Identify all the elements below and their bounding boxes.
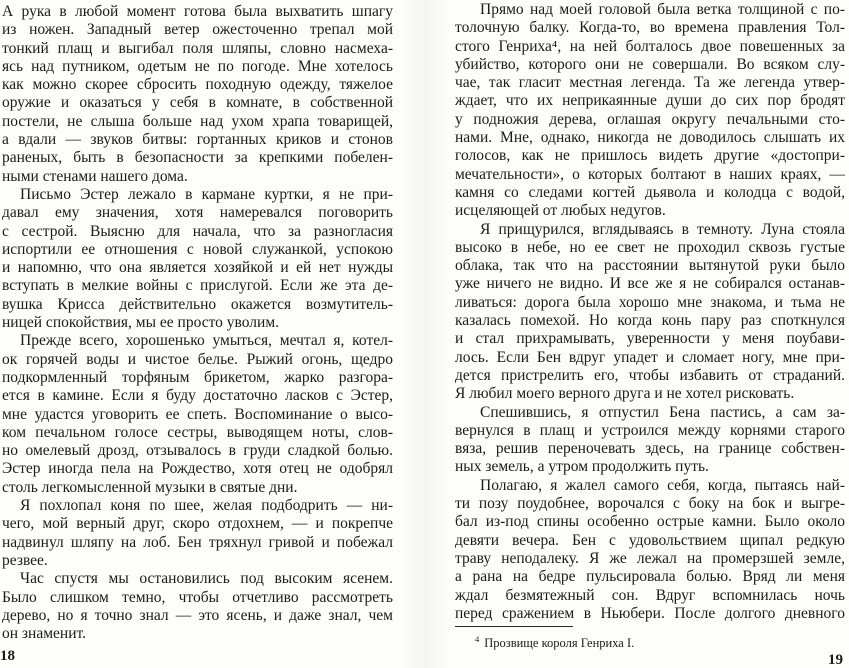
text-line: Я похлопал коня по шее, желая подбодрить — ни- bbox=[20, 497, 393, 515]
text-line: и стал прихрамывать, уверенности у меня поубави- bbox=[455, 330, 845, 348]
text-line: Полагаю, я жалел самого себя, когда, пытаясь най- bbox=[480, 476, 845, 494]
paragraph bbox=[2, 332, 393, 497]
text-line: ницей спокойствия, мы ее просто уволим. bbox=[2, 314, 280, 332]
text-line: Было слишком темно, чтобы отчетливо рассмотреть bbox=[2, 588, 393, 606]
text-line: стого Генриха⁴, на ней болталось двое повешенных за bbox=[455, 37, 845, 55]
text-line: Прямо над моей головой была ветка толщиной с по- bbox=[480, 1, 845, 18]
text-line: перед сражением в Ньюбери. После долгого дневного bbox=[455, 604, 845, 622]
text-line: Прежде всего, хорошенько умыться, мечтал я, котел- bbox=[20, 332, 393, 350]
text-line: уже ничего не видно. И все же я не собирался останав- bbox=[455, 275, 845, 293]
footnote-separator bbox=[455, 626, 573, 627]
text-line: облака, так что на расстоянии вытянутой руки было bbox=[455, 257, 845, 275]
text-line: из ножен. Западный ветер ожесточенно трепал мой bbox=[2, 21, 393, 39]
text-line: вернулся в плащ и устроился между корнями старого bbox=[455, 421, 845, 439]
text-line: дется пристрелить его, чтобы избавить от страданий. bbox=[455, 366, 845, 384]
text-line: Эстер иногда пела на Рождество, хотя отец не одобрял bbox=[2, 460, 393, 478]
text-line: столь легкомысленной музыки в святые дни. bbox=[2, 478, 298, 496]
text-line: резвее. bbox=[2, 551, 48, 569]
text-line: а рана на бедре пульсировала болью. Вряд ли меня bbox=[455, 568, 845, 586]
text-line: А рука в любой момент готова была выхватить шпагу bbox=[2, 3, 393, 20]
text-line: ждает, что их неприкаянные души до сих пор бродят bbox=[455, 92, 845, 110]
text-line: Письмо Эстер лежало в кармане куртки, я не при- bbox=[20, 185, 393, 203]
text-line: давал ему значения, хотя намеревался поговорить bbox=[2, 204, 393, 222]
text-line: испортили ее отношения с новой служанкой, успокою bbox=[2, 240, 393, 258]
page-number-left: 18 bbox=[0, 648, 15, 664]
text-line: раненых, быть в безопасности за крепкими побелен- bbox=[2, 149, 393, 167]
footnote bbox=[475, 632, 634, 651]
text-line: лось. Если Бен вдруг упадет и сломает ногу, мне при- bbox=[455, 348, 845, 366]
text-line: ясь над путником, одетым не по погоде. Мне хотелось bbox=[2, 57, 393, 75]
text-line: вступать в мелкие войны с прислугой. Если же эта де- bbox=[2, 277, 393, 295]
text-line: постели, не слыша больше над ухом храпа товарищей, bbox=[2, 112, 393, 130]
text-line: Я прищурился, вглядываясь в темноту. Луна стояла bbox=[480, 220, 845, 238]
text-line: надвинул шляпу на лоб. Бен тряхнул гривой и побежал bbox=[2, 533, 393, 551]
text-line: дерево, но я точно знал — это ясень, и даже знал, чем bbox=[2, 606, 393, 624]
text-line: высоко в небе, но ее свет не проходил сквозь густые bbox=[455, 238, 845, 256]
text-line: подкормленный торфяным брикетом, жарко разгора- bbox=[2, 368, 393, 386]
text-line: толочную балку. Когда-то, во времена правления Тол- bbox=[455, 19, 845, 37]
text-line: чае, так гласит местная легенда. Та же легенда утвер- bbox=[455, 74, 845, 92]
paragraph bbox=[455, 404, 845, 477]
right-page-text bbox=[455, 1, 845, 623]
book-spine-shadow bbox=[400, 0, 450, 668]
text-line: тонкий плащ и выгибал поля шляпы, словно насмеха- bbox=[2, 39, 393, 57]
text-line: нами. Мне, однако, никогда не доводилось слышать их bbox=[455, 129, 845, 147]
text-line: бал из-под спины особенно острые камни. Было около bbox=[455, 513, 845, 531]
text-line: ти позу поудобнее, ворочался с боку на бок и выгре- bbox=[455, 495, 845, 513]
paragraph bbox=[455, 221, 845, 404]
text-line: девяти вечера. Бен с удовольствием щипал редкую bbox=[455, 531, 845, 549]
text-line: с сестрой. Выясню для начала, что за разногласия bbox=[2, 222, 393, 240]
footnote-marker: 4 bbox=[475, 634, 480, 644]
left-page-text bbox=[2, 3, 393, 643]
text-line: Час спустя мы остановились под высоким ясенем. bbox=[20, 570, 393, 588]
paragraph bbox=[2, 570, 393, 643]
text-line: ливаться: дорога была хорошо мне знакома, и тьма не bbox=[455, 293, 845, 311]
page-number-right: 19 bbox=[828, 652, 843, 668]
text-line: мне удастся уговорить ее спеть. Воспоминание о высо- bbox=[2, 405, 393, 423]
paragraph bbox=[2, 3, 393, 186]
text-line: вяза, решив переночевать здесь, на границе собствен- bbox=[455, 440, 845, 458]
paragraph bbox=[2, 497, 393, 570]
text-line: мечательности», о которых болтают в наших краях, — bbox=[455, 165, 845, 183]
text-line: ок горячей воды и чистое белье. Рыжий огонь, щедро bbox=[2, 350, 393, 368]
paragraph bbox=[455, 1, 845, 221]
text-line: но омелевый дрозд, отзывалось в груди сладкой болью. bbox=[2, 442, 393, 460]
text-line: ком печальном голосе сестры, выводящем ноты, слов- bbox=[2, 423, 393, 441]
text-line: исцеляющей от любых недугов. bbox=[455, 202, 666, 220]
text-line: ется в камине. Если я буду достаточно ласков с Эстер, bbox=[2, 387, 393, 405]
text-line: Я любил моего верного друга и не хотел рисковать. bbox=[455, 385, 795, 403]
text-line: ных земель, а утром продолжить путь. bbox=[455, 458, 709, 476]
text-line: как можно скорее сбросить походную одежду, тяжелое bbox=[2, 76, 393, 94]
text-line: чего, мой верный друг, скоро отдохнем, — и покрепче bbox=[2, 515, 393, 533]
text-line: вушка Крисса действительно окажется возмутитель- bbox=[2, 295, 393, 313]
text-line: голосов, как не пришлось видеть другие «достопри- bbox=[455, 147, 845, 165]
text-line: оружие и оказаться у себя в комнате, в собственной bbox=[2, 94, 393, 112]
text-line: казалась помехой. Но когда конь пару раз споткнулся bbox=[455, 312, 845, 330]
text-line: ждал безмятежный сон. Вдруг вспомнилась ночь bbox=[455, 586, 845, 604]
text-line: Спешившись, я отпустил Бена пастись, а сам за- bbox=[480, 403, 845, 421]
text-line: и напомню, что она является хозяйкой и ей нет нужды bbox=[2, 259, 393, 277]
paragraph bbox=[2, 186, 393, 332]
text-line: убийство, которого они не совершали. Во всяком слу- bbox=[455, 55, 845, 73]
text-line: он знаменит. bbox=[2, 625, 86, 643]
text-line: траву неподалеку. Я же лежал на промерзшей земле, bbox=[455, 549, 845, 567]
text-line: ными стенами нашего дома. bbox=[2, 167, 188, 185]
text-line: камня со следами когтей дьявола и колодца с водой, bbox=[455, 183, 845, 201]
footnote-text: Прозвище короля Генриха I. bbox=[484, 636, 635, 650]
paragraph bbox=[455, 477, 845, 623]
text-line: у подножия дерева, оглашая округу печальными сто- bbox=[455, 110, 845, 128]
text-line: а вдали — звуков битвы: гортанных криков и стонов bbox=[2, 131, 393, 149]
